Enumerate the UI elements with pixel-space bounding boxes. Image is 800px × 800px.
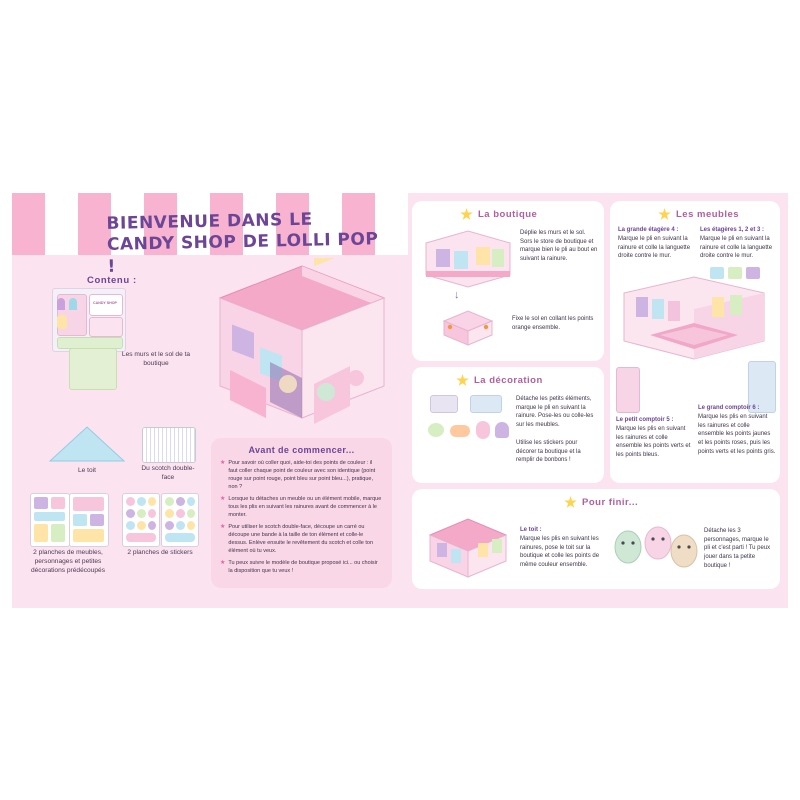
furniture-piece bbox=[73, 497, 104, 511]
star-icon bbox=[456, 374, 469, 387]
meubles-item3-text: Marque les plis en suivant les rainures et colle ensemble les points verts et les points bleus. bbox=[616, 426, 691, 459]
walls-sheet-illustration bbox=[52, 288, 126, 352]
caption-roof: Le toit bbox=[78, 467, 96, 474]
wall-window bbox=[69, 298, 77, 310]
sticker bbox=[126, 521, 135, 530]
star-bullet-icon: ★ bbox=[220, 460, 226, 466]
shop-3d-svg bbox=[210, 258, 392, 433]
section-title-text: Pour finir... bbox=[582, 497, 639, 508]
roof-illustration bbox=[48, 425, 126, 463]
before-bullet-text: Tu peux suivre le modèle de boutique proposé ici... ou choisir la disposition que tu veux ! bbox=[228, 559, 378, 574]
arrow-down-icon: ↓ bbox=[454, 289, 460, 301]
title-line-2: CANDY SHOP DE LOLLI POP ! bbox=[106, 229, 379, 277]
boutique-step-1-text: Déplie les murs et le sol. Sors le store de boutique et marque bien le pli au bout en suivant la rainure. bbox=[520, 230, 598, 263]
furniture-piece bbox=[73, 514, 87, 526]
furniture-piece bbox=[34, 524, 48, 542]
decor-candy bbox=[476, 421, 490, 439]
section-heading-finir bbox=[564, 496, 638, 509]
caption-stickers: 2 planches de stickers bbox=[127, 549, 193, 556]
furniture-sheet-illustration bbox=[30, 493, 70, 547]
star-bullet-icon: ★ bbox=[220, 495, 226, 502]
sticker bbox=[176, 521, 185, 530]
star-bullet-icon: ★ bbox=[220, 559, 226, 566]
section-title-text: La boutique bbox=[478, 209, 538, 220]
sticker bbox=[165, 521, 174, 530]
star-icon bbox=[564, 496, 577, 509]
finir-roof-title: Le toit : bbox=[520, 527, 542, 533]
furniture-piece bbox=[73, 529, 104, 542]
tape-illustration bbox=[142, 427, 196, 463]
panel-les-meubles bbox=[610, 201, 780, 483]
sticker bbox=[126, 533, 156, 542]
sticker bbox=[148, 521, 156, 530]
furniture-piece bbox=[34, 497, 48, 509]
furniture-sheet-illustration bbox=[69, 493, 109, 547]
awning-scallop bbox=[45, 246, 78, 255]
sticker-sheet-illustration bbox=[161, 493, 199, 547]
sticker bbox=[176, 509, 185, 518]
boutique-step-2-text: Fixe le sol en collant les points orange ensemble. bbox=[512, 316, 594, 331]
before-bullet bbox=[220, 496, 383, 520]
decor-candy bbox=[450, 425, 470, 437]
sticker bbox=[137, 521, 146, 530]
unfolded-walls-illustration bbox=[422, 227, 514, 289]
characters-illustration bbox=[612, 521, 698, 575]
before-bullet bbox=[220, 560, 383, 576]
sticker bbox=[126, 497, 135, 506]
furniture-piece bbox=[51, 524, 65, 542]
decor-element bbox=[470, 395, 502, 413]
assembled-shop-illustration bbox=[210, 258, 392, 433]
finished-shop-illustration bbox=[424, 513, 512, 583]
finir-characters-text: Détache les 3 personnages, marque le pli et c'est parti ! Tu peux jouer dans ta petite boutique ! bbox=[704, 528, 771, 569]
contents-label: Contenu : bbox=[87, 275, 137, 286]
meubles-item4-title: Le grand comptoir 6 : bbox=[698, 405, 760, 411]
meubles-item1-text: Marque le pli en suivant la rainure et colle la languette droite contre le mur. bbox=[618, 236, 691, 260]
finir-roof-text: Marque les plis en suivant les rainures, pose le toit sur la boutique et colle les points de même couleur ensemble. bbox=[520, 536, 600, 569]
sticker bbox=[187, 509, 195, 518]
before-bullet bbox=[220, 460, 383, 492]
panel-la-boutique bbox=[412, 201, 604, 361]
sticker bbox=[176, 497, 185, 506]
caption-walls: Les murs et le sol de ta boutique bbox=[121, 351, 191, 367]
before-you-start-heading: Avant de commencer... bbox=[248, 445, 355, 455]
section-heading-meubles bbox=[658, 208, 739, 221]
sticker bbox=[165, 497, 174, 506]
panel-pour-finir bbox=[412, 489, 780, 589]
section-title-text: Les meubles bbox=[676, 209, 740, 220]
shop-sign-piece bbox=[89, 294, 123, 316]
instruction-spread bbox=[12, 193, 788, 608]
panel-la-decoration bbox=[412, 367, 604, 483]
sticker bbox=[148, 497, 156, 506]
caption-furniture: 2 planches de meubles, personnages et petites décorations prédécoupés bbox=[30, 549, 106, 574]
meubles-item2-text: Marque le pli en suivant la rainure et colle la languette droite contre le mur. bbox=[700, 236, 773, 260]
meubles-item2-title: Les étagères 1, 2 et 3 : bbox=[700, 227, 765, 233]
sticker bbox=[137, 509, 146, 518]
caption-tape: Du scotch double-face bbox=[141, 465, 195, 481]
sticker bbox=[165, 509, 174, 518]
tape-texture bbox=[143, 428, 195, 462]
section-heading-boutique bbox=[460, 208, 537, 221]
floor-assembly-illustration bbox=[436, 305, 500, 353]
meubles-item4-text: Marque les plis en suivant les rainures et colle ensemble les points jaunes et les points roses, puis les points verts et les points gris. bbox=[698, 414, 776, 455]
decoration-step-2-text: Utilise les stickers pour décorer ta boutique et la remplir de bonbons ! bbox=[516, 440, 581, 464]
sticker bbox=[187, 497, 195, 506]
before-bullet-text: Lorsque tu détaches un meuble ou un élément mobile, marque tous les plis en suivant les rainures avant de commencer à le monter. bbox=[228, 495, 382, 518]
counter-flat-piece bbox=[616, 367, 640, 413]
shop-sign-text: CANDY SHOP bbox=[93, 301, 117, 305]
sticker bbox=[137, 497, 146, 506]
meubles-item3-title: Le petit comptoir 5 : bbox=[616, 417, 674, 423]
star-bullet-icon: ★ bbox=[220, 523, 226, 530]
wall-piece bbox=[89, 317, 123, 337]
sticker bbox=[187, 521, 195, 530]
before-you-start-panel bbox=[211, 438, 392, 588]
decor-candy bbox=[495, 422, 509, 438]
furniture-piece bbox=[90, 514, 104, 526]
sticker bbox=[165, 533, 195, 542]
wall-window bbox=[57, 298, 65, 310]
decoration-step-1-text: Détache les petits éléments, marque le pli en suivant la rainure. Pose-les ou colle-les sur les meubles. bbox=[516, 396, 594, 429]
before-bullet-text: Pour savoir où coller quoi, aide-toi des points de couleur : il faut coller chaque point de couleur avec son identique (point rouge sur point rouge, point bleu sur point bleu...), pratique, non ? bbox=[228, 460, 376, 490]
sticker-sheet-illustration bbox=[122, 493, 160, 547]
decor-element bbox=[430, 395, 458, 413]
sticker bbox=[126, 509, 135, 518]
floor-sheet-illustration bbox=[69, 348, 117, 390]
before-bullet bbox=[220, 524, 383, 556]
decor-candy bbox=[428, 423, 444, 437]
awning-scallop bbox=[12, 246, 45, 255]
furniture-piece bbox=[51, 497, 65, 509]
sticker bbox=[148, 509, 156, 518]
title-line-1: BIENVENUE DANS LE bbox=[106, 209, 313, 234]
wall-door bbox=[57, 315, 67, 329]
star-icon bbox=[460, 208, 473, 221]
before-bullet-text: Pour utiliser le scotch double-face, découpe un carré ou découpe une bande à la taille de ton élément et colle-le dessus. Enlève ensuite le revêtement du scotch et colle ton élément où tu veux. bbox=[228, 523, 374, 554]
awning-scallop bbox=[78, 246, 111, 255]
section-title-text: La décoration bbox=[474, 375, 543, 386]
shop-interior-illustration bbox=[620, 275, 770, 361]
section-heading-decoration bbox=[456, 374, 543, 387]
furniture-piece bbox=[34, 512, 65, 521]
meubles-item1-title: La grande étagère 4 : bbox=[618, 227, 679, 233]
star-icon bbox=[658, 208, 671, 221]
